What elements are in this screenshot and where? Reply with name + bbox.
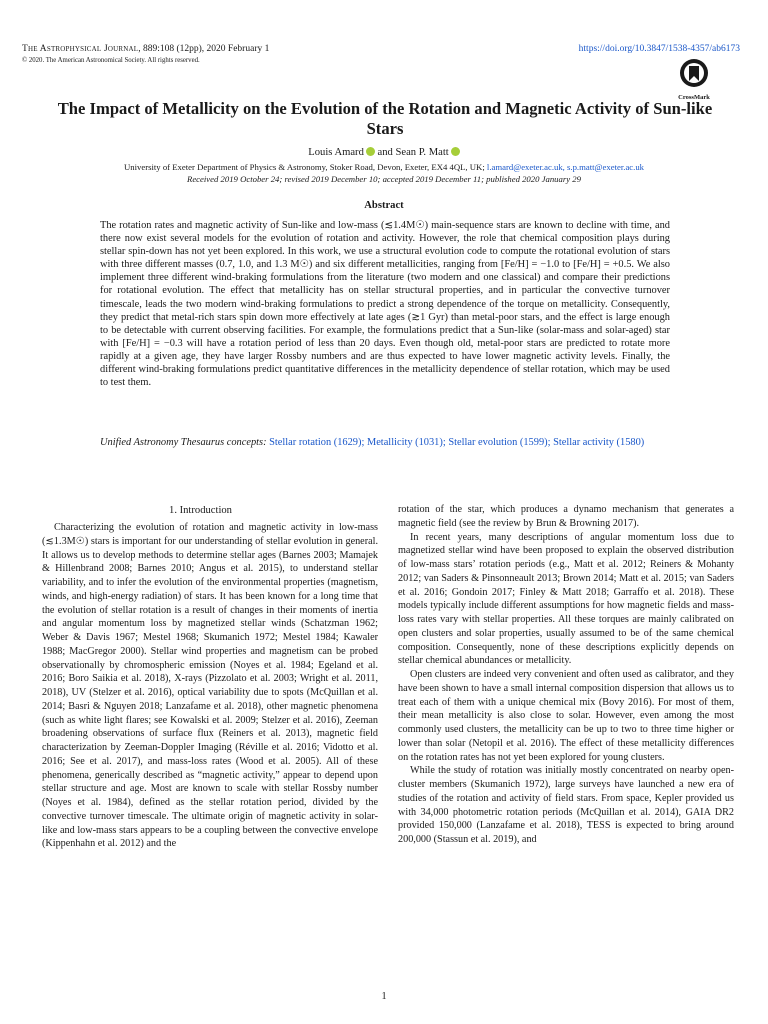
author-conjunction: and: [374, 147, 396, 158]
paragraph: rotation of the star, which produces a dynamo mechanism that generates a magnetic field (see the review by Brun & Browning 2017).: [398, 504, 734, 529]
affiliation-text: University of Exeter Department of Physics & Astronomy, Stoker Road, Devon, Exeter, EX4 4QL, UK;: [123, 162, 487, 172]
uat-concepts-label: Unified Astronomy Thesaurus concepts:: [100, 437, 267, 448]
affiliation: [0, 162, 768, 172]
journal-name: The Astrophysical Journal: [22, 44, 139, 54]
section-heading: 1. Introduction: [169, 505, 232, 516]
column-left: [42, 521, 378, 851]
orcid-icon[interactable]: [366, 147, 375, 156]
paragraph: In recent years, many descriptions of angular momentum loss due to magnetized stellar wind have been proposed to explain the observed distribution of low-mass stars’ rotation periods (e.g., Matt et al. 2012; Reiners & Mohanty 2012; van Saders & Pinsonneault 2013; Brown 2014; Matt et al. 2015; van Saders et al. 2016; Gondoin 2017; Finley & Matt 2018; Garraffo et al. 2018). These models typically include different assumptions for how magnetic fields and mass-loss rates vary with stellar properties. All these torques are mainly calibrated on open clusters and solar properties, usually assumed to be of the same chemical composition. Consequently, none of these descriptions explicitly depends on stellar chemical abundances or metallicity.: [398, 531, 734, 667]
crossmark-label: CrossMark: [678, 94, 710, 101]
column-right: [398, 503, 734, 847]
received-dates: Received 2019 October 24; revised 2019 December 10; accepted 2019 December 11; published 2020 January 29: [187, 174, 581, 184]
crossmark-badge[interactable]: [672, 58, 716, 101]
paper-title: The Impact of Metallicity on the Evolution of the Rotation and Magnetic Activity of Sun-like Stars: [57, 99, 713, 138]
abstract-heading: Abstract: [364, 200, 404, 211]
uat-concepts: [100, 436, 670, 449]
journal-header: [22, 44, 269, 54]
orcid-icon[interactable]: [451, 147, 460, 156]
abstract-body: [100, 219, 670, 389]
author-1[interactable]: Louis Amard: [308, 147, 364, 158]
doi-link[interactable]: https://doi.org/10.3847/1538-4357/ab6173: [578, 44, 740, 54]
paragraph: Characterizing the evolution of rotation and magnetic activity in low-mass (≲1.3M☉) stars is important for our understanding of stellar evolution in general. It allows us to develop methods to determine stellar ages (Barnes 2003; Mamajek & Hillenbrand 2008; Barnes 2010; Angus et al. 2015), to understand stellar variability, and to infer the evolution of the environmental properties (magnetism, winds, and high-energy radiation) of stars. It has been known for a long time that the evolution of stellar rotation is a result of changes in their moments of inertia and angular momentum loss by magnetized stellar winds (Schatzman 1962; Weber & Davis 1967; Mestel 1968; Skumanich 1972; Mestel 1984; Kawaler 1988; MacGregor 2000). Stellar wind properties and magnetism can be probed observationally by chromospheric emission (Noyes et al. 1984; Egeland et al. 2016; Boro Saikia et al. 2018), X-rays (Pizzolato et al. 2003; Wright et al. 2011, 2018), UV (Stelzer et al. 2016), optical variability due to spots (McQuillan et al. 2014; Basri & Nguyen 2018; Lanzafame et al. 2018), other magnetic phenomena (such as white light flares; see Kowalski et al. 2009; Stelzer et al. 2016), Zeeman broadening observations of surface flux (Reiners et al. 2013), magnetic field characterization by Zeeman-Doppler Imaging (Réville et al. 2016; Vidotto et al. 2016; See et al. 2017), and mass-loss rates (Wood et al. 2005). All of these phenomena, generically described as “magnetic activity,” appear to depend upon stellar structure and age. Most are known to scale with stellar Rossby number (Noyes et al. 1984), defined as the stellar rotation period, divided by the convective turnover timescale. The ultimate origin of magnetic activity in solar-like and low-mass stars appears to be a coupling between the convective envelope (Kippenhahn et al. 2012) and the: [42, 522, 378, 850]
page-number: 1: [381, 991, 387, 1002]
abstract-text: The rotation rates and magnetic activity of Sun-like and low-mass (≲1.4M☉) main-sequence stars are known to decline with time, and there now exist several models for the evolution of rotation and activity. However, the role that chemical composition plays during stellar spin-down has not yet been explored. In this work, we use a structural evolution code to compute the rotational evolution of stars with three different masses (0.7, 1.0, and 1.3 M☉) and six different metallicities, ranging from [Fe/H] = −1.0 to [Fe/H] = +0.5. We also implement three different wind-braking formulations from the literature (two modern and one classical) and compare their predictions for rotational evolution. The effect that metallicity has on stellar structural properties, and in particular the convective turnover timescale, leads the two modern wind-braking formulations to predict a strong dependence of the torque on metallicity. Consequently, they predict that metal-rich stars spin down more effectively at late ages (≳1 Gyr) than metal-poor stars, and the effect is large enough to be detectable with current observing facilities. For example, the formulations predict that a Sun-like (solar-mass and solar-aged) star with [Fe/H] = −0.3 will have a rotation period of less than 20 days. Even though old, metal-poor stars are predicted to rotate more rapidly at a given age, they have larger Rossby numbers and are thus expected to have lower magnetic activity levels. Finally, the different wind-braking formulations predict quantitative differences in the metallicity dependence of stellar rotation, which may be used to test them.: [100, 220, 670, 389]
author-list: [0, 147, 768, 158]
crossmark-icon: [679, 58, 709, 88]
paragraph: Open clusters are indeed very convenient and often used as calibrator, and they have been shown to have a small internal composition dispersion that allows us to treat each of them with a unique chemical mix (Bovy 2016). For most of them, their mean metallicity is also close to solar. However, even among the most commonly used clusters, the metallicity can be up to two to three time higher or lower than solar (Netopil et al. 2016). The effect of these metallicity differences on the rotation rates has not yet been explored for young clusters.: [398, 669, 734, 763]
uat-concepts-links[interactable]: Stellar rotation (1629); Metallicity (1031); Stellar evolution (1599); Stellar activity (1580): [266, 437, 645, 448]
copyright-notice: © 2020. The American Astronomical Society. All rights reserved.: [22, 57, 200, 64]
email-links[interactable]: l.amard@exeter.ac.uk, s.p.matt@exeter.ac.uk: [486, 162, 645, 172]
journal-citation: , 889:108 (12pp), 2020 February 1: [138, 44, 270, 54]
author-2[interactable]: Sean P. Matt: [395, 147, 449, 158]
paragraph: While the study of rotation was initially mostly concentrated on nearby open-cluster members (Skumanich 1972), large surveys have launched a new era of studies of the rotation and activity of field stars. From space, Kepler provided us with 34,000 photometric rotation periods (McQuillan et al. 2014), GAIA DR2 provided 150,000 (Lanzafame et al. 2018), TESS is expected to bring around 200,000 (Stassun et al. 2019), and: [398, 765, 734, 845]
